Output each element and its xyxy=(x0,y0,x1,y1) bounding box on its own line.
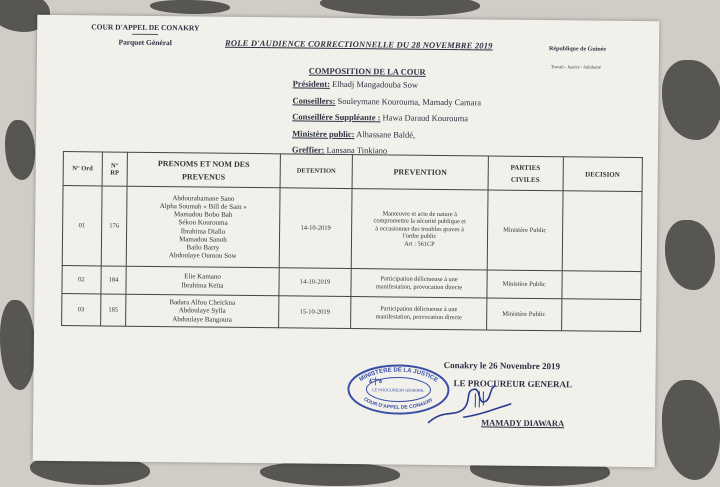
republic-header xyxy=(549,46,606,70)
row-names xyxy=(126,266,279,296)
row-ord: 01 xyxy=(62,186,101,266)
header-rp-top: N° xyxy=(111,162,119,170)
table-row xyxy=(62,186,642,272)
signature-date: Conakry le 26 Novembre 2019 xyxy=(443,360,561,372)
president-value: Elhadj Mangadouba Sow xyxy=(332,78,419,90)
defendant-name: Ibrahima Diallo xyxy=(180,226,226,236)
suppleante-label: Conseillère Suppléante : xyxy=(292,111,381,123)
defendant-name: Badara Alfou Cheickna xyxy=(169,298,236,307)
row-prevention xyxy=(351,269,486,298)
stamp-inner-text: LE PROCUREUR GENERAL xyxy=(372,387,425,393)
row-ord: 03 xyxy=(62,294,101,326)
republic-motto: Travail - Justice - Solidarité xyxy=(550,63,601,70)
document-title: ROLE D'AUDIENCE CORRECTIONNELLE DU 28 NOVEMBRE 2019 xyxy=(225,37,493,51)
prevention-line: Manœuvre et acte de nature à xyxy=(382,210,457,218)
header-decision: DECISION xyxy=(563,157,643,192)
stamp-top-text: MINISTERE DE LA JUSTICE xyxy=(358,367,439,384)
composition-title: COMPOSITION DE LA COUR xyxy=(308,65,426,77)
defendant-name: Alpha Soumah « Bill de Sam » xyxy=(159,201,247,211)
defendant-name: Abdoulaye Oumou Sow xyxy=(168,251,237,261)
stamp-bottom-text: COUR D'APPEL DE CONAKRY xyxy=(362,396,435,411)
conseillers-value: Souleymane Kourouma, Mamady Camara xyxy=(337,95,482,108)
conseillers-line xyxy=(292,95,481,107)
document-page xyxy=(33,15,660,467)
ministere-value: Alhassane Baldé, xyxy=(356,129,416,140)
row-rp: 185 xyxy=(100,294,126,326)
prevention-line: l'ordre public xyxy=(402,232,437,241)
row-parties: Ministère Public xyxy=(487,190,563,271)
row-names xyxy=(127,186,280,268)
defendant-name: Elie Kamano xyxy=(184,272,221,281)
header-parties xyxy=(488,156,563,191)
greffier-value: Lansana Tinkiano xyxy=(326,144,388,156)
defendant-name: Bailo Barry xyxy=(186,243,220,252)
header-names xyxy=(127,152,280,188)
row-prevention xyxy=(352,189,488,270)
greffier-label: Greffier: xyxy=(291,144,325,155)
header-rp-bottom: RP xyxy=(110,169,120,177)
prevention-line: Art : 561CP xyxy=(404,240,435,248)
row-rp: 184 xyxy=(101,266,127,294)
row-decision xyxy=(562,191,642,272)
president-label: Président: xyxy=(292,78,330,89)
row-rp: 176 xyxy=(101,186,128,266)
prevention-line: manifestation, provocation directe xyxy=(375,282,463,291)
header-divider xyxy=(132,34,158,35)
row-decision xyxy=(562,271,642,300)
president-line xyxy=(293,78,418,89)
signatory-name: MAMADY DIAWARA xyxy=(481,417,565,429)
row-parties: Ministère Public xyxy=(486,270,561,299)
header-parties-top: PARTIES xyxy=(510,163,541,172)
row-decision xyxy=(561,299,641,332)
republic-name: République de Guinée xyxy=(548,46,607,53)
row-detention: 15-10-2019 xyxy=(278,296,351,329)
conseillers-label: Conseillers: xyxy=(292,95,336,106)
prevention-line: Participation délictueuse à une xyxy=(380,305,458,314)
row-ord: 02 xyxy=(62,266,101,294)
defendant-name: Ibrahima Keïta xyxy=(181,280,224,290)
row-parties: Ministère Public xyxy=(486,298,561,331)
prevention-line: Participation délictueuse à une xyxy=(380,275,458,284)
header-parties-bottom: CIVILES xyxy=(510,175,540,184)
defendant-name: Abdourahamane Sano xyxy=(172,193,235,203)
court-name: COUR D'APPEL DE CONAKRY xyxy=(91,22,200,33)
prevention-line: manifestation, provocation directe xyxy=(375,312,462,321)
office-name: Parquet Général xyxy=(118,37,172,48)
row-detention: 14-10-2019 xyxy=(278,268,351,297)
header-prevention: PREVENTION xyxy=(353,155,488,190)
defendant-name: Abdoulaye Sylla xyxy=(178,306,226,316)
header-names-top: PRENOMS ET NOM DES xyxy=(157,158,250,169)
defendant-name: Mamadou Bobo Bah xyxy=(173,210,233,219)
row-names xyxy=(126,294,279,328)
defendant-name: Abdoulaye Bangoura xyxy=(172,314,232,324)
header-rp xyxy=(102,152,128,186)
court-header xyxy=(91,21,200,49)
defendant-name: Mamadou Sanoh xyxy=(179,235,227,244)
header-detention: DETENTION xyxy=(280,154,353,189)
suppleante-line xyxy=(292,111,468,123)
row-detention: 14-10-2019 xyxy=(279,188,353,269)
header-ord: N° Ord xyxy=(63,152,102,186)
table-row xyxy=(62,294,641,332)
hearing-table xyxy=(61,151,643,332)
ministere-line xyxy=(292,128,415,139)
scales-icon xyxy=(369,377,381,385)
defendant-name: Sékou Kourouma xyxy=(178,218,228,228)
prevention-line: compromettre la sécurité publique et xyxy=(373,217,466,226)
ministere-label: Ministère public: xyxy=(292,128,355,140)
signatory-role: LE PROCUREUR GENERAL xyxy=(453,378,573,390)
suppleante-value: Hawa Daraud Kourouma xyxy=(382,112,469,124)
prevention-line: à occasionner des troubles graves à xyxy=(375,225,465,233)
row-prevention xyxy=(351,297,486,330)
header-names-bottom: PREVENUS xyxy=(181,171,226,182)
